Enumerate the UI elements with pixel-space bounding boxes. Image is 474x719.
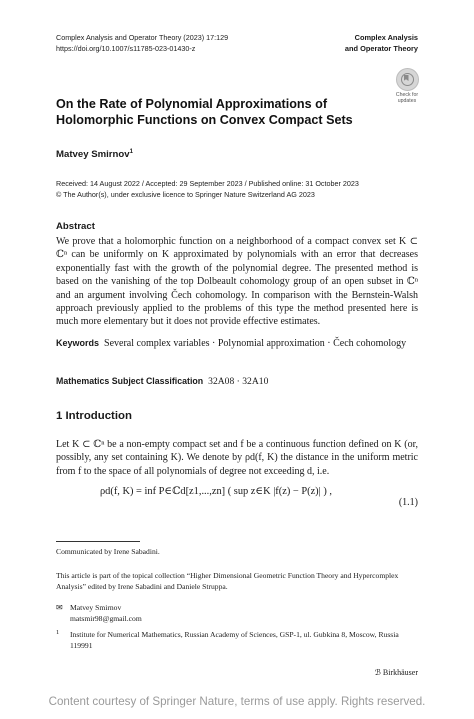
courtesy-notice: Content courtesy of Springer Nature, terms of use apply. Rights reserved. [48, 695, 426, 708]
equation-number: (1.1) [398, 497, 418, 508]
history-dates: Received: 14 August 2022 / Accepted: 29 September 2023 / Published online: 31 October 2023 [56, 179, 359, 188]
contact-name: Matvey Smirnov [70, 603, 122, 612]
abstract-heading: Abstract [56, 221, 95, 232]
msc-codes: 32A08 · 32A10 [208, 376, 269, 387]
contact-email[interactable]: matsmir98@gmail.com [70, 614, 142, 623]
keywords-label: Keywords [56, 338, 100, 348]
journal-name [345, 32, 418, 54]
copyright-notice: © The Author(s), under exclusive licence to Springer Nature Switzerland AG 2023 [56, 189, 315, 199]
introduction-text: Let K ⊂ ℂⁿ be a non-empty compact set and f be a continuous function defined on K (or, possibly, any set containing K). We denote by ρd(f, K) the distance in the uniform metric from f to the space of all polynomials of degree not exceeding d, i.e. [56, 439, 418, 477]
author-name: Matvey Smirnov [56, 149, 130, 161]
check-for-updates-badge[interactable] [392, 68, 422, 104]
badge-label-line2: updates [397, 98, 417, 104]
bookmark-icon [396, 68, 419, 91]
footnote-divider [56, 541, 140, 542]
badge-label-line1: Check for [395, 92, 419, 98]
publisher-logo [375, 668, 418, 677]
msc-classification [56, 376, 268, 387]
doi-link[interactable]: https://doi.org/10.1007/s11785-023-01430-z [56, 44, 196, 53]
publisher-name: Birkhäuser [382, 668, 418, 677]
corresponding-author [70, 602, 142, 624]
journal-citation-line: Complex Analysis and Operator Theory (2023) 17:129 [56, 33, 229, 42]
publication-dates [56, 179, 359, 200]
msc-label: Mathematics Subject Classification [56, 376, 204, 386]
keywords-text: Several complex variables · Polynomial approximation · Čech cohomology [104, 338, 407, 349]
journal-name-line2: and Operator Theory [344, 44, 418, 53]
envelope-icon: ✉ [56, 603, 63, 612]
badge-label [392, 92, 422, 104]
abstract-text: We prove that a holomorphic function on a neighborhood of a compact convex set K ⊂ ℂⁿ can be uniformly on K approximated by polynomials with an error that decreases exponentially fast with the growth of the polynomial degree. The presented method is based on the vanishing of the top Dolbeault cohomology group of an open subset in ℂⁿ and an argument involving Čech cohomology. In comparison with the Bernstein-Walsh approach previously applied to the problems of this type the method presented here is much more elementary but it does not provide effective estimates. [56, 236, 418, 328]
communicated-by: Communicated by Irene Sabadini. [56, 547, 160, 556]
equation-body: ρd(f, K) = inf P∈ℂd[z1,...,zn] ( sup z∈K |f(z) − P(z)| ) , [100, 486, 332, 497]
section-heading-introduction: 1 Introduction [56, 410, 132, 422]
equation-1-1 [56, 483, 418, 523]
journal-citation [56, 32, 228, 54]
collection-note: This article is part of the topical collection “Higher Dimensional Geometric Function Theory and Hypercomplex Analysis” edited by Irene Sabadini and Daniele Struppa. [56, 571, 399, 591]
affiliation-text: Institute for Numerical Mathematics, Russian Academy of Sciences, GSP-1, ul. Gubkina 8, Moscow, Russia 119991 [70, 630, 399, 650]
author-affiliation-marker: 1 [129, 149, 133, 155]
journal-name-line1: Complex Analysis [354, 33, 418, 42]
author-line [56, 149, 133, 160]
article-title: On the Rate of Polynomial Approximations of Holomorphic Functions on Convex Compact Sets [56, 97, 353, 127]
keywords [56, 337, 418, 350]
publisher-icon: ℬ [374, 668, 383, 677]
affiliation-number: 1 [56, 629, 60, 636]
